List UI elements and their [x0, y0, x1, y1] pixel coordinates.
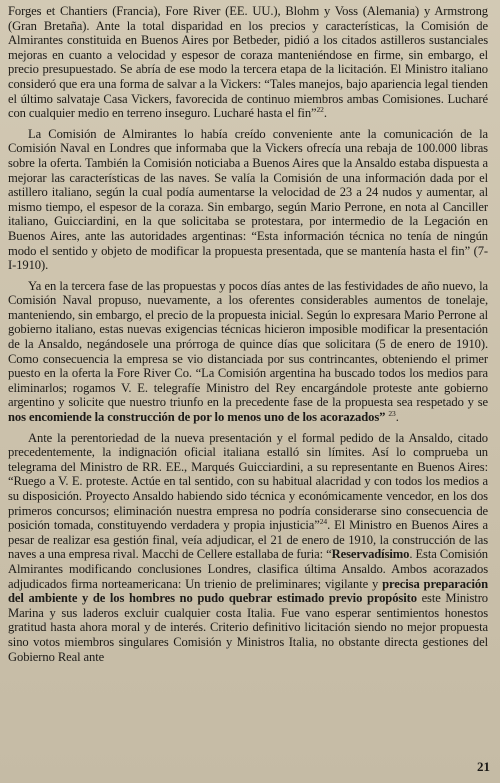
body-text: . El Ministro en Buenos Aires a pesar de realizar esa gestión final, veía adjudicar, el 21 de enero de 1910, la construcción de las naves a una empresa rival. Macchi de Cellere estallaba de furia: “ [8, 518, 488, 562]
footnote-reference: 22 [316, 104, 324, 114]
body-text: . Esta Comisión Almirantes modificando conclusiones Londres, clasifica última Ansaldo. Ambos acorazados adjudicados firma norteamericana: Un trienio de preliminares; vigilante y [8, 547, 488, 591]
paragraph-2 [8, 127, 488, 273]
paragraph-1 [8, 4, 488, 121]
body-text: . [323, 106, 327, 121]
body-text: Forges et Chantiers (Francia), Fore River (EE. UU.), Blohm y Voss (Alemania) y Armstrong (Gran Bretaña). Ante la total disparidad en los precios y características, la Comisión de Almirantes constituida en Buenos Aires por Betbeder, pidió a los citados astilleros sustanciales mejoras en cuanto a velocidad y espesor de coraza manteniéndose en firme, sin embargo, el precio presupuestado. Se abría de ese modo la tercera etapa de la licitación. El Ministro italiano consideró que era una forma de salvar a la Vickers: “Tales manejos, bajo apariencia legal tienden el último salvataje Casa Vickers, favorecida de continuo miembros ambas Comisiones. Lucharé con cualquier medio en terreno inseguro. Lucharé hasta el fin” [8, 4, 488, 121]
paragraph-4 [8, 431, 488, 665]
body-text: . [395, 410, 399, 425]
emphasized-text: Reservadísimo [331, 547, 410, 562]
body-text: Ante la perentoriedad de la nueva presentación y el formal pedido de la Ansaldo, citado precedentemente, la indignación oficial italiana estalló sin límites. Así lo comprueba un telegrama del Ministro de RR. EE., Marqués Guicciardini, a su representante en Buenos Aires: “Ruego a V. E. proteste. Actúe en tal sentido, con su habitual alacridad y con todos los medios a su disposición. Proyecto Ansaldo habiendo sido técnica y económicamente vencedor, en los dos primeros concursos; eliminación nuestra empresa no podría considerarse sino consecuencia de posición tomada, constituyendo verdadera y propia injusticia” [8, 430, 488, 533]
emphasized-text: precisa preparación del ambiente y de los hombres no pudo quebrar estimado previo propósito [8, 576, 488, 606]
text-body [8, 4, 488, 664]
body-text: este Ministro Marina y sus laderos excluir cualquier costa Italia. Fue vano esperar sentimientos honestos gratitud hasta ahora moral y de interés. Criterio definitivo licitación siendo no mejor propuesta sino votos miembros singulares Comisión y Ministros Italia, no obstante directa gestiones del Gobierno Real ante [8, 591, 488, 664]
paragraph-3 [8, 279, 488, 425]
footnote-reference: 24 [319, 517, 328, 526]
body-text: La Comisión de Almirantes lo había creído conveniente ante la comunicación de la Comisión Naval en Londres que informaba que la Vickers ofrecía una rebaja de 100.000 libras sobre la oferta. También la Comisión noticiaba a Buenos Aires que la Ansaldo estaba dispuesta a mejorar las características de las naves. Se valía la Comisión de una información dada por el astillero italiano, según la cual podía aumentarse la velocidad de 23 a 24 nudos y aumentar, al mismo tiempo, el espesor de la coraza. Sin embargo, según Mario Perrone, en nota al Canciller italiano, Guicciardini, en la que solicitaba se protestara, por intermedio de la Legación en Buenos Aires, ante las autoridades argentinas: “Esta información técnica no tenía de ningún modo el sentido y objeto de modificar la propuesta presentada, que se mantenía hasta el fin” (7-I-1910). [8, 126, 488, 273]
body-text: Ya en la tercera fase de las propuestas y pocos días antes de las festividades de año nuevo, la Comisión Naval propuso, nuevamente, a los oferentes considerables aumentos de tonelaje, manteniendo, sin embargo, el precio de la propuesta inicial. Según lo expresara Mario Perrone al gobierno italiano, estas nuevas exigencias técnicas hicieron imposible modificar la presentación de la Ansaldo, negándosele una prórroga de quince días que solicitara (5 de enero de 1910). Como consecuencia la empresa se vio distanciada por sus contrincantes, obteniendo el primer puesto en la oferta la Fore River Co. “La Comisión argentina ha buscado todos los medios para eliminarlos; rogamos V. E. telegrafíe Ministro del Rey encargándole proteste ante gobierno argentino y solicite que nuestro triunfo en la precedente fase de la propuesta sea respetado y se [8, 278, 488, 410]
footnote-reference: 23 [388, 408, 396, 418]
page-number: 21 [477, 759, 490, 774]
emphasized-text: nos encomiende la construcción de por lo menos uno de los acorazados” [8, 410, 386, 425]
